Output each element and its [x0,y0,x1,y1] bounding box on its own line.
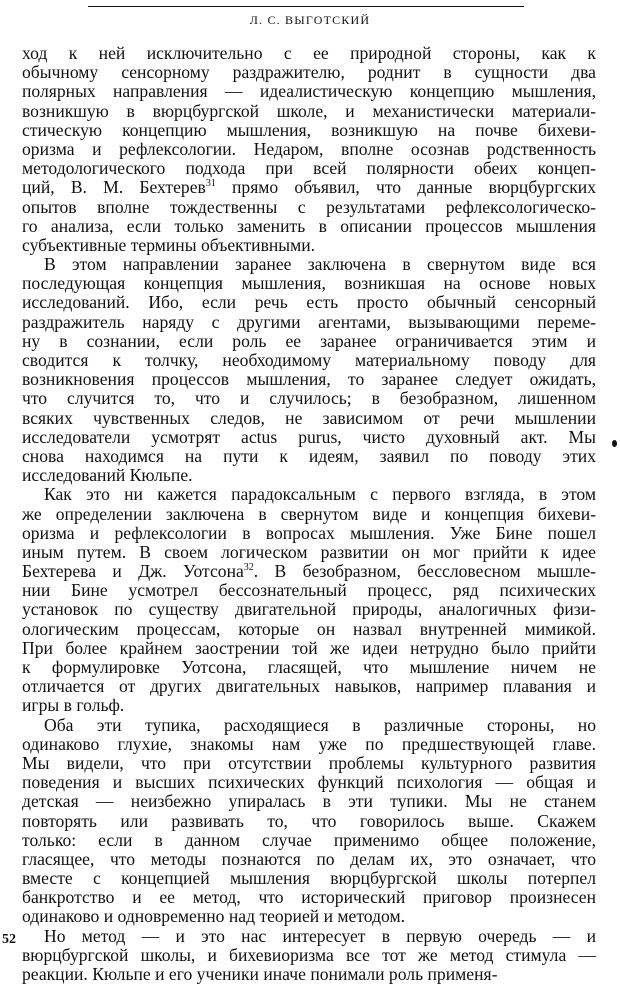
text-line: Оба эти тупика, расходящиеся в различные стороны, но [44,714,596,735]
text-line: что случится то, что и случилось; в безобразном, лишенном [22,388,596,409]
text-line: полярных направления — идеалистическую концепцию мышления, [22,81,596,102]
text-line: При более крайнем заострении той же идеи нетрудно было прийти [22,637,596,658]
text-line: последующая концепция мышления, возникшая на основе новых [22,273,596,294]
text-line: игры в гольф. [22,695,125,716]
text-line: исследователи усмотрят actus purus, чисто духовный акт. Мы [22,426,596,447]
text-line: снова находимся на пути к идеям, заявил по поводу этих [22,445,596,466]
text-line: установок по существу двигательной природы, аналогичных физи- [22,599,596,620]
paragraph [22,485,596,715]
text-line: вместе с концепцией мышления вюрцбургской школы потерпел [22,868,596,889]
text-line: вюрцбургской школы, и бихевиоризма все тот же метод стимула — [22,944,596,965]
paragraph [22,44,596,255]
text-line: же определении заключена в свернутом виде и концепция бихеви- [22,503,596,524]
text-line: опытов вполне тождественны с результатами рефлексологическо- [22,196,596,217]
line-text: ций, В. М. Бехтерев [22,177,206,198]
text-line: нии Бине усмотрел бессознательный процесс, ряд психических [22,580,596,601]
margin-mark [612,440,617,447]
text-line: обычному сенсорному раздражителю, роднит в сущности два [22,62,596,83]
text-line: одинаково и одновременно над теорией и методом. [22,906,406,927]
paragraph [22,716,596,927]
line-text: прямо объявил, что данные вюрцбургских [215,177,596,198]
line-text: Бехтерева и Дж. Уотсона [22,561,244,582]
text-line: иным путем. В своем логическом развитии он мог прийти к идее [22,541,596,562]
text-line: субъективные термины объективными. [22,234,316,255]
text-line: ход к ней исключительно с ее природной стороны, как к [22,43,596,63]
text-line: Но метод — и это нас интересует в первую очередь — и [44,925,596,946]
text-line: го анализа, если только заменить в описании процессов мышления [22,215,596,236]
running-head: Л. С. ВЫГОТСКИЙ [249,13,371,27]
text-line: В этом направлении заранее заключена в свернутом виде вся [44,254,596,275]
text-line: ологическим процессам, которые он назвал внутренней мимикой. [22,618,596,639]
paragraph [22,255,596,485]
line-text: . В безобразном, бессловесном мышле- [253,561,596,582]
text-line: раздражитель наряду с другими агентами, вызывающими переме- [22,311,596,332]
page-number: 52 [2,932,16,947]
text-line: оризма и рефлексологии. Недаром, вполне осознав родственность [22,138,596,159]
body-text [22,44,596,984]
text-line: Как это ни кажется парадоксальным с первого взгляда, в этом [44,484,596,505]
text-line: оризма и рефлексологии в вопросах мышления. Уже Бине пошел [22,522,596,543]
text-line: ну в сознании, если роль ее заранее ограничивается этим и [22,330,596,351]
text-line: поведения и высших психических функций психология — общая и [22,772,596,793]
text-line: одинаково глухие, знакомы нам уже по предшествующей главе. [22,733,596,754]
text-line: реакции. Кюльпе и его ученики иначе понимали роль применя- [22,964,498,984]
text-line: методологического подхода при всей полярности обеих концеп- [22,158,596,179]
text-line: банкротство и ее метод, что исторический приговор произнесен [22,887,596,908]
text-line [22,178,596,197]
text-line: детская — неизбежно упиралась в эти тупики. Мы не станем [22,791,596,812]
footnote-reference: 32 [243,562,254,574]
header-rule [88,6,524,7]
text-line: исследований. Ибо, если речь есть просто обычный сенсорный [22,292,596,313]
text-line [22,562,596,581]
text-line: возникшую в вюрцбургской школе, и механистически материали- [22,100,596,121]
text-line: отличается от других двигательных навыков, например плавания и [22,676,596,697]
text-line: всяких чувственных следов, не зависимом от речи мышлении [22,407,596,428]
text-line: гласящее, что методы познаются по делам их, это означает, что [22,848,596,869]
text-line: исследований Кюльпе. [22,465,193,486]
text-line: повторять или развивать то, что говорилось выше. Скажем [22,810,596,831]
text-line: сводится к толчку, необходимому материальному поводу для [22,350,596,370]
text-line: Мы видели, что при отсутствии проблемы культурного развития [22,752,596,773]
text-line: стическую концепцию мышления, возникшую на почве бихеви- [22,119,596,140]
text-line: возникновения процессов мышления, то заранее следует ожидать, [22,369,596,390]
text-line: к формулировке Уотсона, гласящей, что мышление ничем не [22,657,596,677]
paragraph [22,927,596,984]
text-line: только: если в данном случае применимо общее положение, [22,829,596,850]
footnote-reference: 31 [205,178,216,190]
